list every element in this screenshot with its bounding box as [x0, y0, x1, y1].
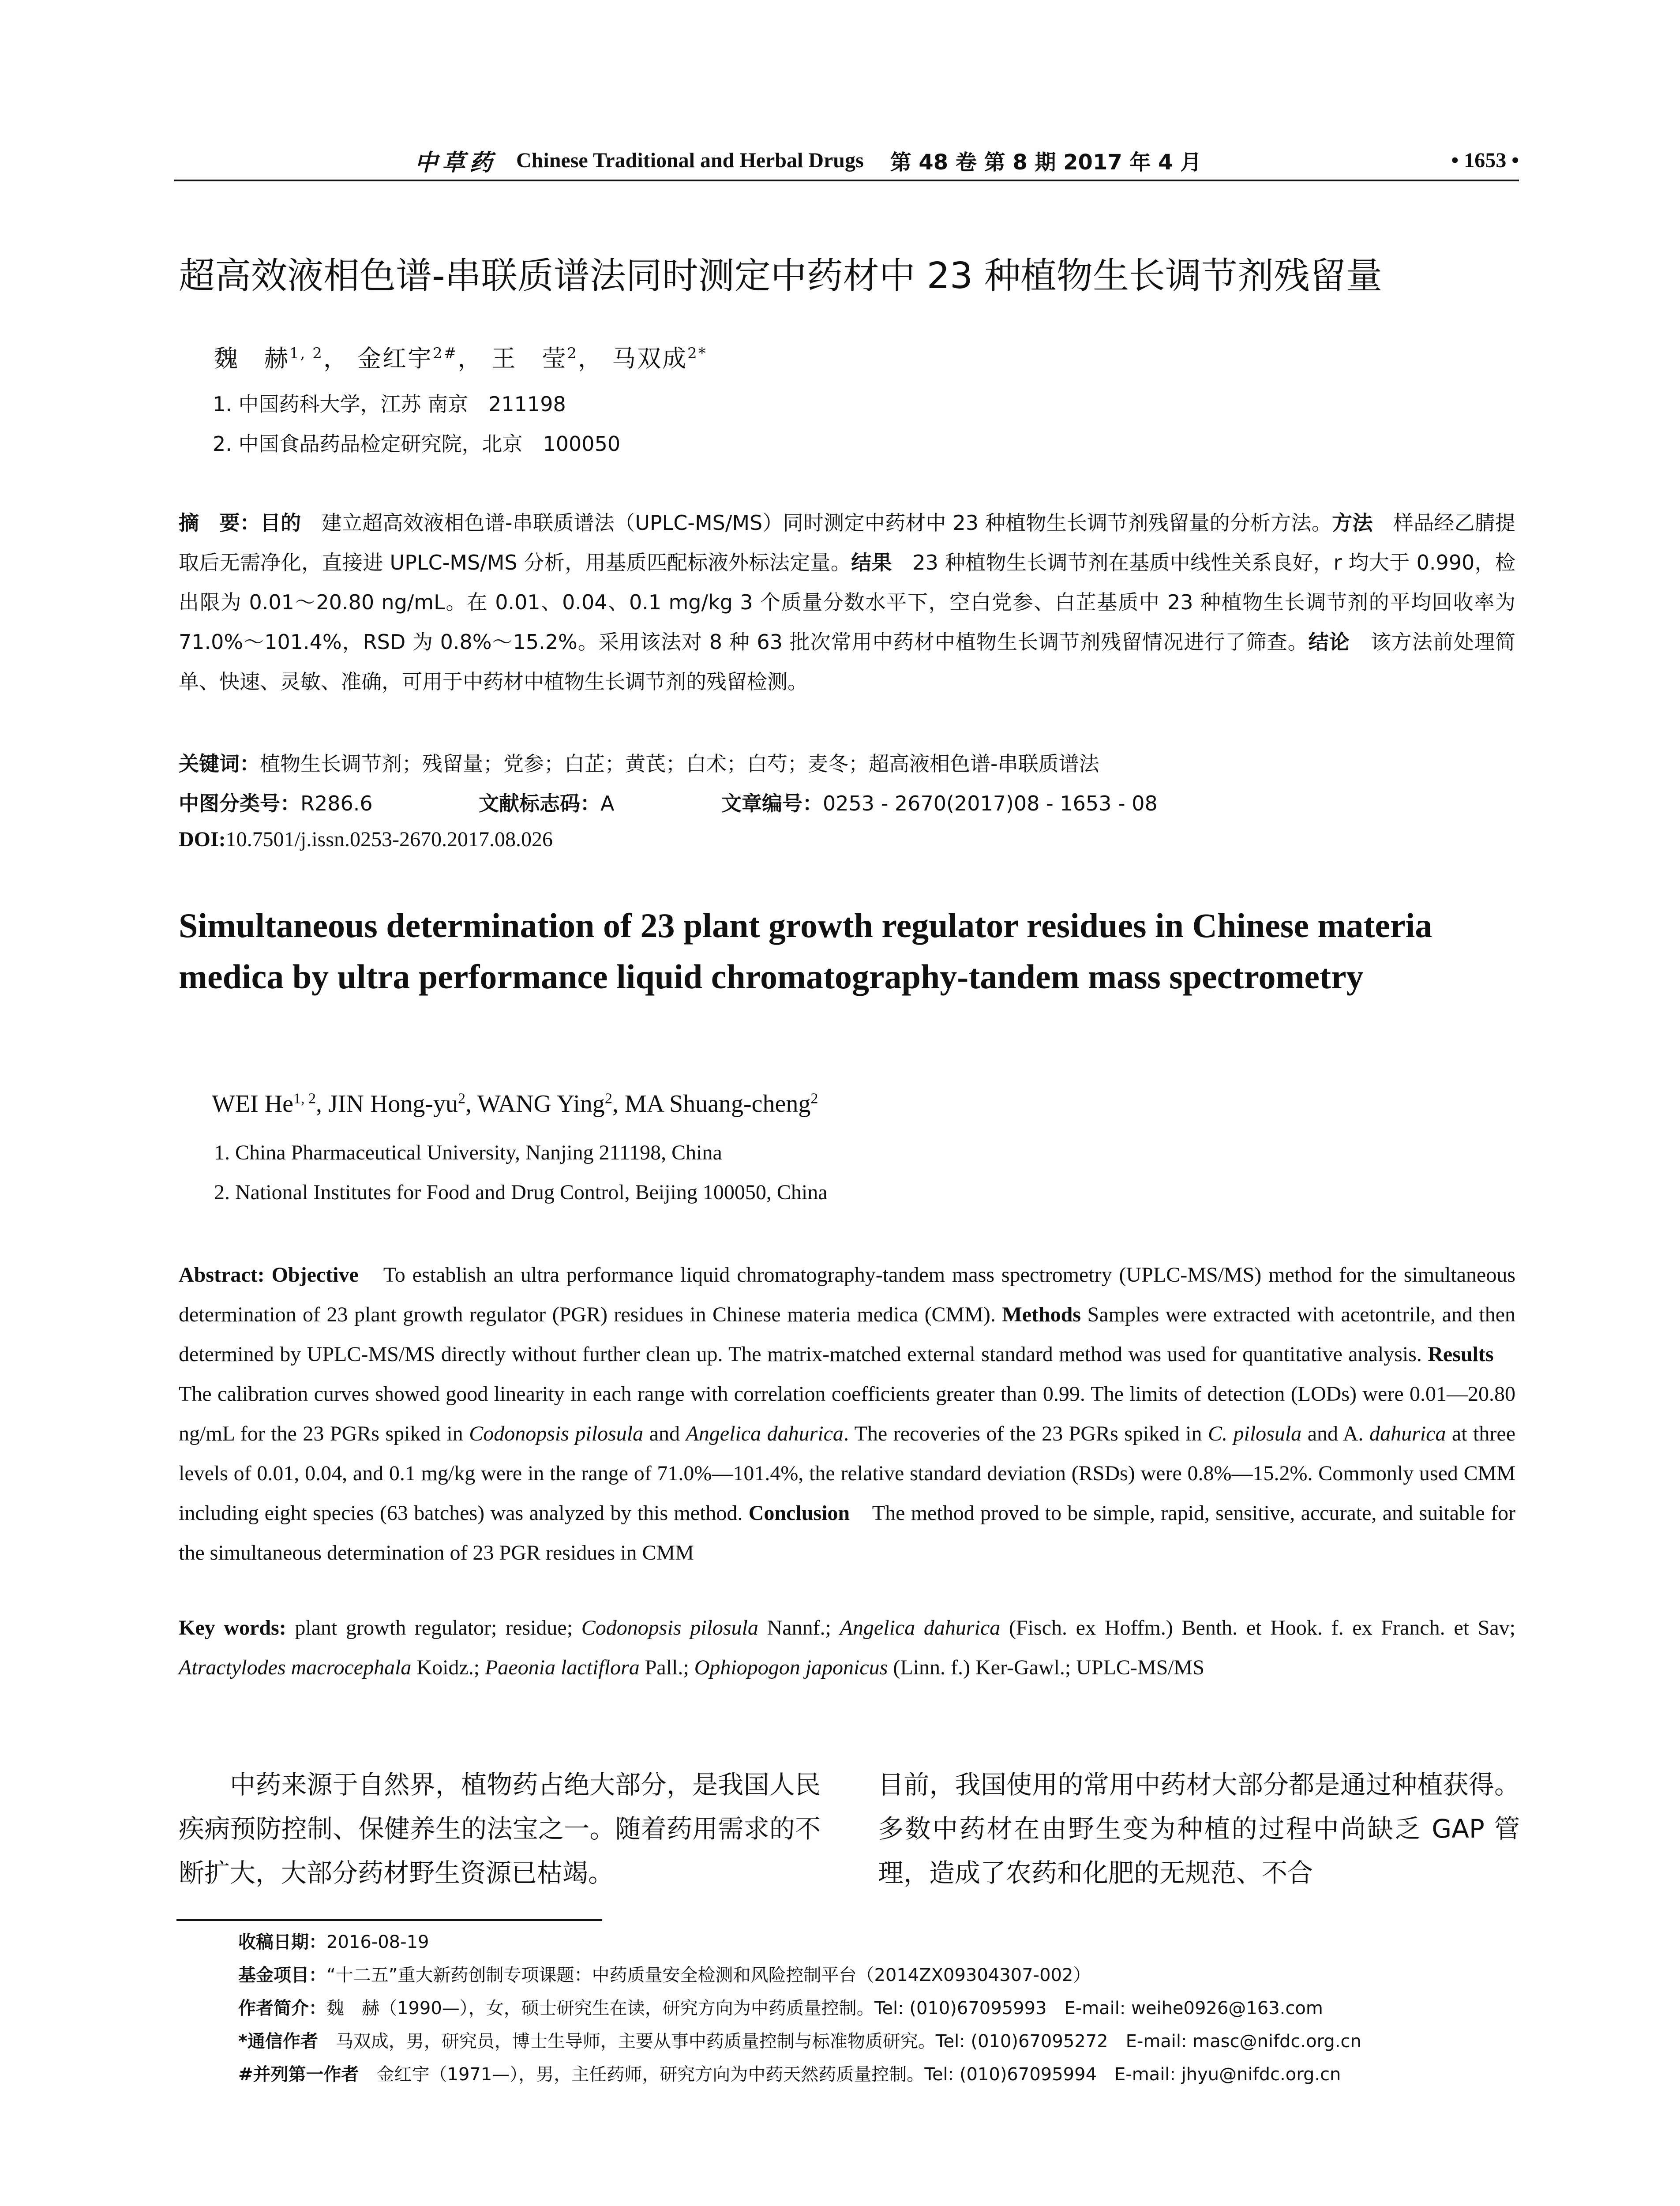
footnote-label: *通信作者	[238, 2031, 318, 2052]
author-separator: ,	[316, 1090, 329, 1118]
keywords-text: (Linn. f.) Ker-Gawl.; UPLC-MS/MS	[888, 1656, 1205, 1679]
author-affil-mark: 2	[810, 1090, 818, 1107]
author-affil-mark: 1, 2	[293, 1090, 316, 1107]
author-affil-mark: 1, 2	[289, 345, 323, 362]
article-no-label: 文章编号：	[721, 792, 823, 815]
author-name: 马双成	[612, 345, 688, 372]
doi-value: 10.7501/j.issn.0253-2670.2017.08.026	[225, 828, 553, 851]
conclusion-text: 该方法前处理简单、快速、灵敏、准确，可用于中药材中植物生长调节剂的残留检测。	[179, 630, 1516, 694]
author-name: 魏 赫	[214, 345, 289, 372]
footnote-text: 金红宇（1971—），男，主任药师，研究方向为中药天然药质量控制。Tel: (010)67095994 E-mail: jhyu@nifdc.org.cn	[359, 2064, 1341, 2085]
author-name: MA Shuang-cheng	[624, 1090, 811, 1118]
conclusion-label: 结论	[1308, 630, 1350, 654]
species-name: Codonopsis pilosula	[581, 1616, 758, 1639]
keywords-text: Koidz.;	[411, 1656, 485, 1679]
results-text: and A.	[1301, 1422, 1370, 1445]
chinese-affiliation-1: 1. 中国药科大学，江苏 南京 211198	[213, 392, 566, 416]
footnote-corresponding	[238, 2025, 1518, 2058]
footnotes	[238, 1926, 1518, 2091]
author-affil-mark: 2	[458, 1090, 465, 1107]
species-name: Angelica dahurica	[840, 1616, 1001, 1639]
footnote-author-bio	[238, 1992, 1518, 2025]
conclusion-text: The method proved to be simple, rapid, sensitive, accurate, and suitable for the simultaneous determination of 23 PGR residues in CMM	[179, 1501, 1515, 1564]
results-text: and	[643, 1422, 686, 1445]
author-affil-mark: 2#	[433, 345, 458, 362]
footnote-label: 作者简介：	[238, 1998, 326, 2018]
abstract-label: Abstract: Objective	[179, 1263, 359, 1287]
author-name: 王 莹	[491, 345, 567, 372]
results-label: Results	[1428, 1343, 1494, 1366]
keywords-text: (Fisch. ex Hoffm.) Benth. et Hook. f. ex Franch. et Sav;	[1000, 1616, 1516, 1639]
author-name: WEI He	[212, 1090, 294, 1118]
english-affiliation-2: 2. National Institutes for Food and Drug Control, Beijing 100050, China	[214, 1181, 828, 1204]
results-text: The calibration curves showed good linearity in each range with correlation coefficients greater than 0.99. The limits of detection (LODs) were 0.01—20.80 ng/mL for the 23 PGRs spiked in	[179, 1343, 1515, 1445]
author-name: 金红宇	[357, 345, 433, 372]
footnote-label: #并列第一作者	[238, 2064, 359, 2085]
keywords-text: 植物生长调节剂；残留量；党参；白芷；黄芪；白术；白芍；麦冬；超高液相色谱-串联质谱法	[260, 752, 1099, 776]
journal-name: Chinese Traditional and Herbal Drugs	[516, 148, 864, 172]
classification-line	[179, 788, 1158, 817]
author-separator: ,	[465, 1090, 477, 1118]
english-affiliation-1: 1. China Pharmaceutical University, Nanjing 211198, China	[214, 1141, 722, 1164]
footnote-text: “十二五”重大新药创制专项课题：中药质量安全检测和风险控制平台（2014ZX09304307-002）	[326, 1965, 1091, 1985]
methods-label: 方法	[1332, 511, 1373, 535]
keywords-label: Key words:	[179, 1616, 286, 1639]
objective-text: 建立超高效液相色谱-串联质谱法（UPLC-MS/MS）同时测定中药材中 23 种植物生长调节剂残留量的分析方法。	[301, 511, 1332, 535]
species-name: Atractylodes macrocephala	[179, 1656, 412, 1679]
footnote-received	[238, 1926, 1518, 1959]
keywords-text: plant growth regulator; residue;	[286, 1616, 581, 1639]
header-rule	[174, 180, 1519, 181]
author-affil-mark: 2	[604, 1090, 612, 1107]
author-name: WANG Ying	[477, 1090, 605, 1118]
author-name: JIN Hong-yu	[328, 1090, 458, 1118]
species-name: dahurica	[1369, 1422, 1446, 1445]
footnote-co-first	[238, 2058, 1518, 2091]
chinese-keywords	[179, 748, 1099, 777]
clc-label: 中图分类号：	[179, 792, 300, 815]
species-name: Ophiopogon japonicus	[694, 1656, 888, 1679]
species-name: Paeonia lactiflora	[485, 1656, 640, 1679]
methods-text: 样品经乙腈提取后无需净化，直接进 UPLC-MS/MS 分析，用基质匹配标液外标法定量。	[179, 511, 1516, 574]
issue-info: 第 48 卷 第 8 期 2017 年 4 月	[890, 150, 1202, 175]
objective-label: 目的	[260, 511, 301, 535]
methods-text: Samples were extracted with acetontrile, and then determined by UPLC-MS/MS directly without further clean up. The matrix-matched external standard method was used for quantitative analysis.	[179, 1303, 1515, 1366]
author-separator: ，	[458, 345, 483, 372]
species-name: Angelica dahurica	[686, 1422, 844, 1445]
doc-code-value: A	[600, 792, 615, 815]
methods-label: Methods	[1002, 1303, 1081, 1326]
chinese-affiliation-2: 2. 中国食品药品检定研究院，北京 100050	[213, 432, 621, 456]
results-text: at three levels of 0.01, 0.04, and 0.1 mg/kg were in the range of 71.0%—101.4%, the relative standard deviation (RSDs) were 0.8%—15.2%. Commonly used CMM including eight species (63 batches) was analyzed by this method.	[179, 1422, 1516, 1525]
footnote-rule	[176, 1919, 602, 1921]
chinese-title: 超高效液相色谱-串联质谱法同时测定中药材中 23 种植物生长调节剂残留量	[179, 255, 1383, 297]
english-title: Simultaneous determination of 23 plant growth regulator residues in Chinese materia medica by ultra performance liquid chromatography-tandem mass spectrometry	[179, 906, 1432, 996]
results-text: . The recoveries of the 23 PGRs spiked in	[843, 1422, 1208, 1445]
keywords-label: 关键词：	[179, 752, 260, 776]
clc-field	[179, 788, 479, 817]
journal-logo: 中草药	[415, 149, 497, 176]
body-column-left: 中药来源于自然界，植物药占绝大部分，是我国人民疾病预防控制、保健养生的法宝之一。随着药用需求的不断扩大，大部分药材野生资源已枯竭。	[179, 1770, 821, 1888]
author-separator: ,	[612, 1090, 625, 1118]
footnote-text: 马双成，男，研究员，博士生导师，主要从事中药质量控制与标准物质研究。Tel: (010)67095272 E-mail: masc@nifdc.org.cn	[318, 2031, 1361, 2052]
author-separator: ，	[323, 345, 349, 372]
article-no-value: 0253 - 2670(2017)08 - 1653 - 08	[823, 792, 1158, 815]
running-header	[174, 140, 1519, 180]
author-separator: ，	[578, 345, 603, 372]
doc-code-label: 文献标志码：	[479, 792, 600, 815]
keywords-text: Nannf.;	[758, 1616, 840, 1639]
footnote-text: 魏 赫（1990—），女，硕士研究生在读，研究方向为中药质量控制。Tel: (010)67095993 E-mail: weihe0926@163.com	[326, 1998, 1323, 2018]
english-abstract	[179, 1255, 1515, 1573]
results-text: 23 种植物生长调节剂在基质中线性关系良好，r 均大于 0.990，检出限为 0.01～20.80 ng/mL。在 0.01、0.04、0.1 mg/kg 3 个质量分数水平下，空白党参、白芷基质中 23 种植物生长调节剂的平均回收率为 71.0%～101.4%，RSD 为 0.8%～15.2%。采用该法对 8 种 63 批次常用中药材中植物生长调节剂残留情况进行了筛查。	[179, 551, 1516, 654]
page-number: • 1653 •	[1451, 148, 1519, 172]
doc-code-field	[479, 788, 721, 817]
article-no-field	[721, 788, 1158, 817]
footnote-funding	[238, 1959, 1518, 1992]
conclusion-label: Conclusion	[748, 1501, 850, 1525]
english-keywords	[179, 1608, 1515, 1688]
body-column-right: 目前，我国使用的常用中药材大部分都是通过种植获得。多数中药材在由野生变为种植的过程中尚缺乏 GAP 管理，造成了农药和化肥的无规范、不合	[878, 1770, 1520, 1888]
english-authors	[212, 1090, 818, 1118]
results-label: 结果	[851, 551, 892, 574]
doi-line	[179, 827, 553, 852]
footnote-text: 2016-08-19	[326, 1932, 429, 1952]
footnote-label: 收稿日期：	[238, 1932, 326, 1952]
species-name: C. pilosula	[1208, 1422, 1302, 1445]
doi-label: DOI:	[179, 828, 226, 851]
objective-text: To establish an ultra performance liquid chromatography-tandem mass spectrometry (UPLC-MS/MS) method for the simultaneous determination of 23 plant growth regulator (PGR) residues in Chinese materia medica (CMM).	[179, 1263, 1516, 1326]
author-affil-mark: 2*	[687, 345, 707, 362]
keywords-text: Pall.;	[639, 1656, 694, 1679]
chinese-authors	[214, 340, 707, 374]
species-name: Codonopsis pilosula	[469, 1422, 644, 1445]
chinese-abstract	[179, 503, 1515, 702]
clc-value: R286.6	[300, 792, 373, 815]
author-affil-mark: 2	[567, 345, 578, 362]
abstract-label: 摘 要：	[179, 511, 260, 535]
footnote-label: 基金项目：	[238, 1965, 326, 1985]
